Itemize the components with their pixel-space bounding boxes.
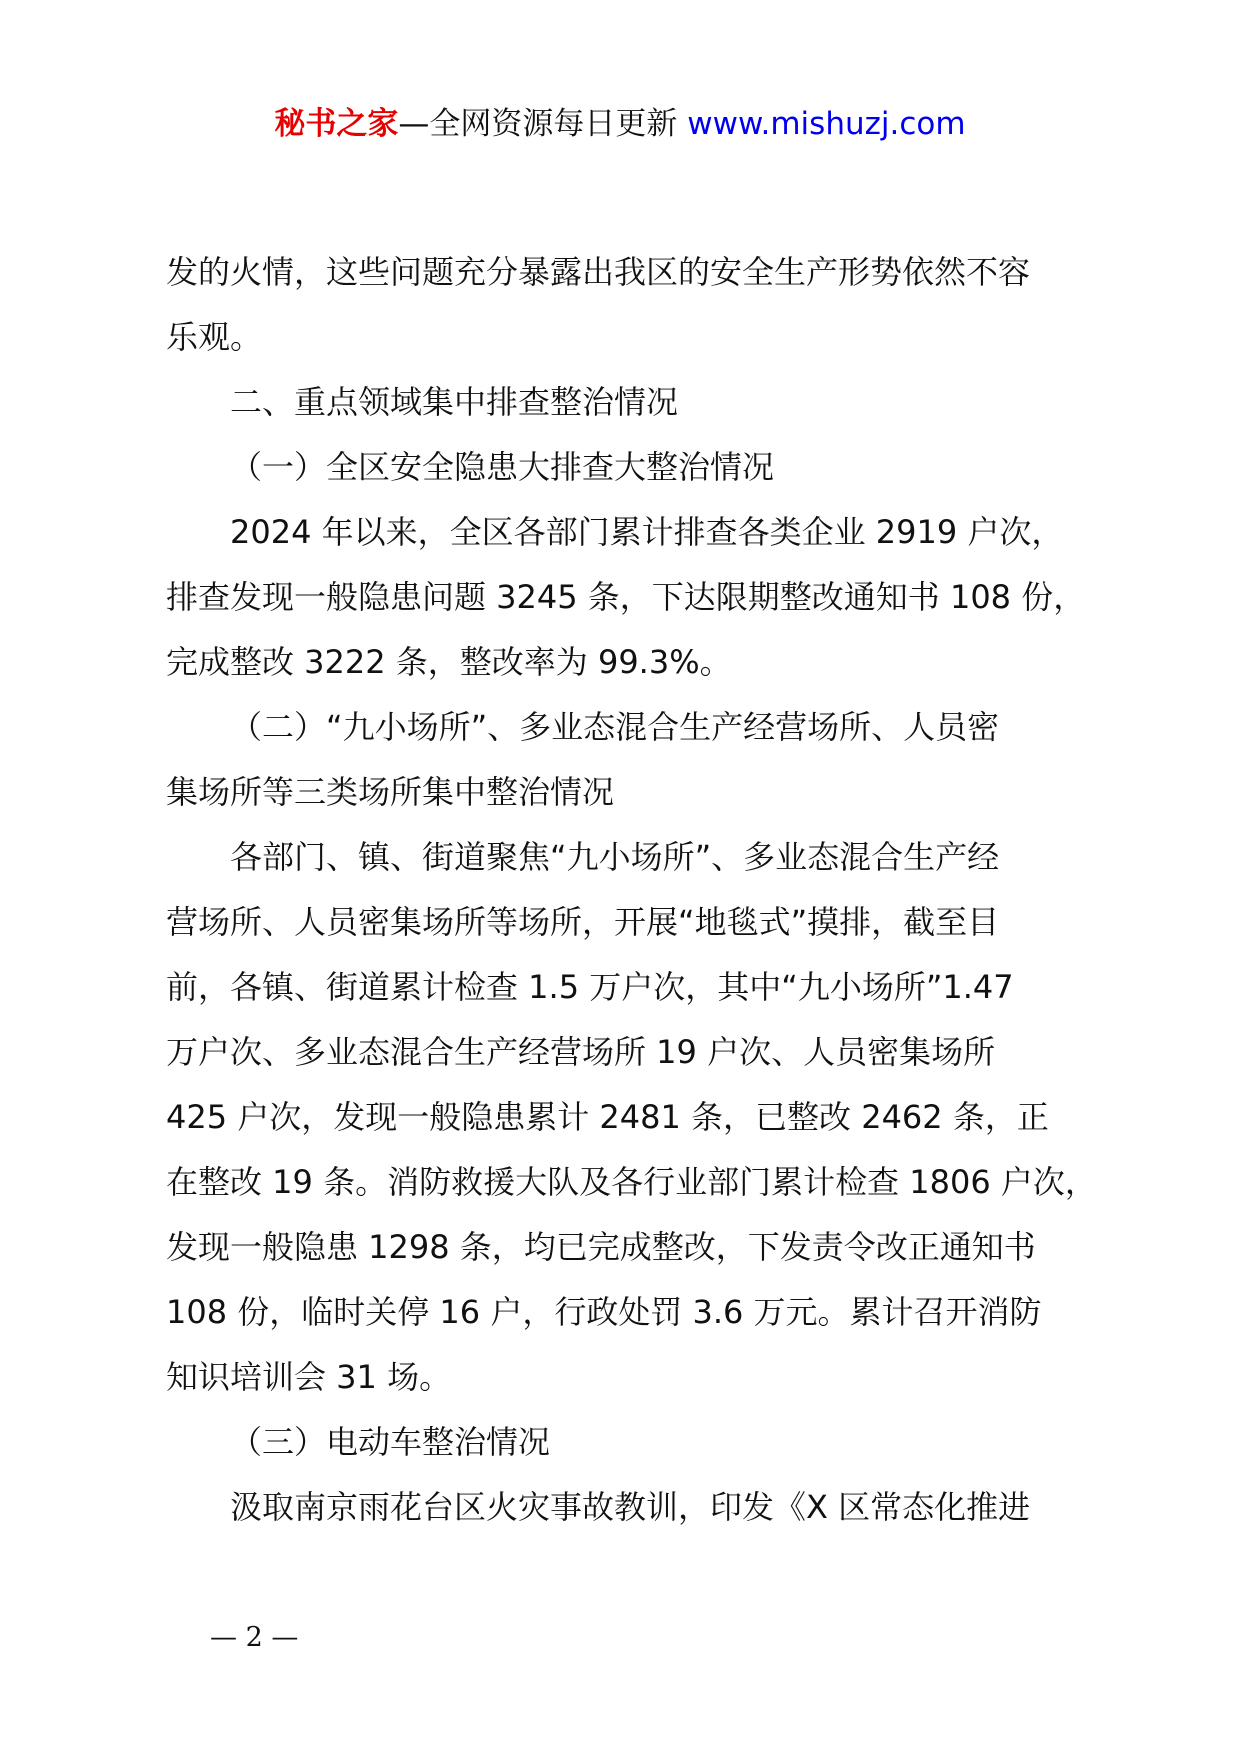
text-line: 发现一般隐患 1298 条，均已完成整改，下发责令改正通知书: [166, 1228, 1036, 1266]
text-line: 完成整改 3222 条，整改率为 99.3%。: [166, 643, 732, 681]
paragraph-start: 汲取南京雨花台区火灾事故教训，印发《X 区常态化推进: [230, 1488, 1031, 1526]
subsection-heading: （三）电动车整治情况: [230, 1423, 551, 1461]
text-line: 在整改 19 条。消防救援大队及各行业部门累计检查 1806 户次，: [166, 1163, 1097, 1201]
text-line: 乐观。: [166, 318, 263, 356]
text-line: 排查发现一般隐患问题 3245 条，下达限期整改通知书 108 份，: [166, 578, 1086, 616]
page-number: — 2 —: [210, 1622, 299, 1653]
subsection-heading: （二）“九小场所”、多业态混合生产经营场所、人员密: [230, 708, 1000, 746]
text-line: 425 户次，发现一般隐患累计 2481 条，已整改 2462 条，正: [166, 1098, 1049, 1136]
text-line: 108 份，临时关停 16 户，行政处罚 3.6 万元。累计召开消防: [166, 1293, 1042, 1331]
paragraph-start: 2024 年以来，全区各部门累计排查各类企业 2919 户次，: [230, 513, 1064, 551]
text-line: 发的火情，这些问题充分暴露出我区的安全生产形势依然不容: [166, 253, 1031, 291]
document-body: [166, 240, 1116, 1540]
site-url-link[interactable]: www.mishuzj.com: [687, 106, 966, 142]
section-heading: 二、重点领域集中排查整治情况: [230, 383, 679, 421]
site-header: [0, 100, 1240, 148]
text-line: 营场所、人员密集场所等场所，开展“地毯式”摸排，截至目: [166, 903, 1000, 941]
subsection-heading-continued: 集场所等三类场所集中整治情况: [166, 773, 615, 811]
site-brand: 秘书之家: [274, 106, 399, 142]
text-line: 前，各镇、街道累计检查 1.5 万户次，其中“九小场所”1.47: [166, 968, 1014, 1006]
subsection-heading: （一）全区安全隐患大排查大整治情况: [230, 448, 775, 486]
text-line: 知识培训会 31 场。: [166, 1358, 452, 1396]
site-tagline: —全网资源每日更新: [398, 106, 688, 142]
text-line: 万户次、多业态混合生产经营场所 19 户次、人员密集场所: [166, 1033, 996, 1071]
paragraph-start: 各部门、镇、街道聚焦“九小场所”、多业态混合生产经: [230, 838, 1000, 876]
